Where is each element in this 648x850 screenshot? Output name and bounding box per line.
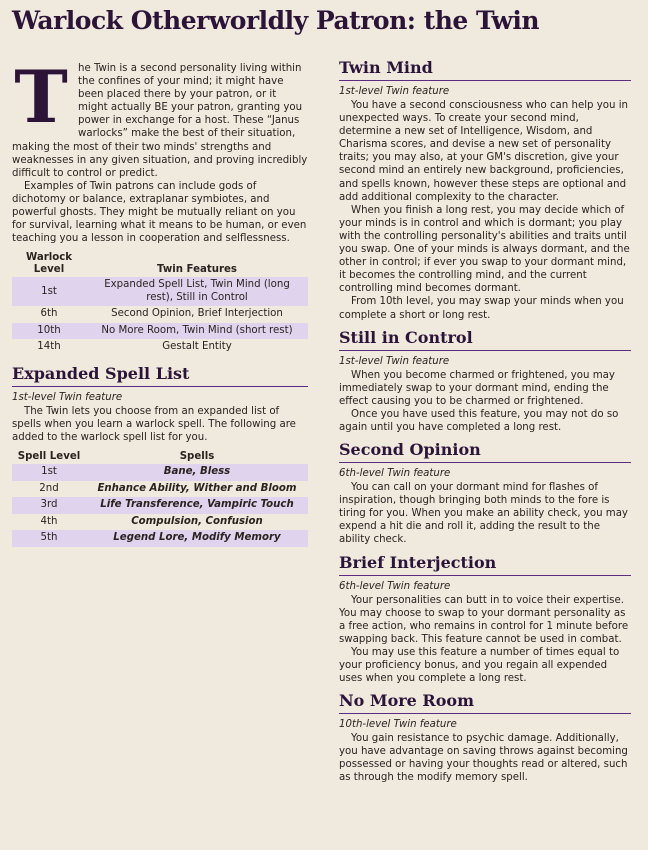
twin-mind-paragraph-3: From 10th level, you may swap your minds when you complete a short or long rest. bbox=[339, 296, 624, 321]
second-opinion-heading: Second Opinion bbox=[339, 440, 481, 460]
table-cell-level: 2nd bbox=[39, 482, 59, 494]
spell-table-header-level: Spell Level bbox=[17, 451, 81, 463]
spell-table-header-spells: Spells bbox=[179, 451, 215, 463]
features-table-header-level: Warlock Level bbox=[25, 252, 73, 276]
table-cell-level: 4th bbox=[40, 515, 58, 527]
expanded-spell-list-heading: Expanded Spell List bbox=[12, 363, 190, 383]
table-cell-features: Second Opinion, Brief Interjection bbox=[111, 308, 283, 320]
table-cell-level: 6th bbox=[40, 308, 58, 320]
spell-table bbox=[12, 450, 308, 547]
expanded-spell-list-subtitle: 1st-level Twin feature bbox=[12, 391, 123, 403]
brief-interjection-subtitle: 6th-level Twin feature bbox=[339, 580, 451, 592]
expanded-spell-list-text: The Twin lets you choose from an expanded list of spells when you learn a warlock spell. The following are added to the warlock spell list for you. bbox=[12, 405, 296, 443]
table-row bbox=[12, 481, 308, 498]
still-in-control-subtitle: 1st-level Twin feature bbox=[339, 355, 450, 367]
brief-interjection-paragraph-2: You may use this feature a number of times equal to your proficiency bonus, and you regain all expended uses when you complete a long rest. bbox=[339, 646, 620, 685]
table-cell-level: 1st bbox=[12, 277, 86, 306]
table-row bbox=[12, 339, 308, 356]
still-in-control-section bbox=[339, 328, 631, 434]
intro-paragraph-1: he Twin is a second personality living within the confines of your mind; it might have been placed there by your patron, or it might actually BE your patron, granting you power in exchange for a host. These “Janus warlocks” make the best of their situation, making the most of their two minds' strengths and weaknesses in any given situation, and proving incredibly difficult to control or predict. bbox=[12, 63, 308, 179]
no-more-room-heading: No More Room bbox=[339, 691, 474, 711]
twin-mind-paragraph-2: When you finish a long rest, you may decide which of your minds is in control and which is dormant; you play with the controlling personality's abilities and traits until you swap. One of your minds is always dormant, and the other in control; if ever you swap to your dormant mind, it becomes the controlling mind, and the current controlling mind becomes dormant. bbox=[339, 204, 630, 295]
no-more-room-section bbox=[339, 691, 631, 784]
brief-interjection-heading: Brief Interjection bbox=[339, 552, 497, 572]
second-opinion-subtitle: 6th-level Twin feature bbox=[339, 468, 451, 480]
table-cell-level: 1st bbox=[12, 464, 86, 481]
expanded-spell-list-section bbox=[12, 364, 308, 547]
twin-mind-section bbox=[339, 58, 631, 322]
still-in-control-paragraph-2: Once you have used this feature, you may not do so again until you have completed a long rest. bbox=[339, 408, 619, 433]
table-cell-spells: Enhance Ability, Wither and Bloom bbox=[97, 482, 297, 494]
table-cell-features: Gestalt Entity bbox=[162, 341, 232, 353]
twin-mind-subtitle: 1st-level Twin feature bbox=[339, 86, 450, 97]
left-column bbox=[12, 54, 308, 553]
table-cell-features: No More Room, Twin Mind (short rest) bbox=[86, 323, 308, 340]
table-cell-level: 5th bbox=[12, 530, 86, 547]
drop-cap: T bbox=[14, 54, 68, 139]
table-row bbox=[12, 323, 308, 340]
heading-divider bbox=[12, 386, 308, 387]
twin-mind-paragraph-1: You have a second consciousness who can help you in unexpected ways. To create your second mind, determine a new set of Intelligence, Wisdom, and Charisma scores, and devise a new set of personality traits; you may also, at your GM's discretion, give your second mind an entirely new background, proficiencies, and spells known, however these steps are optional and add additional complexity to the character. bbox=[339, 100, 628, 203]
still-in-control-paragraph-1: When you become charmed or frightened, you may immediately swap to your dormant mind, ending the effect causing you to be charmed or frightened. bbox=[339, 369, 615, 407]
brief-interjection-section bbox=[339, 553, 631, 686]
table-row bbox=[12, 530, 308, 547]
intro-section bbox=[12, 54, 308, 245]
table-row bbox=[12, 464, 308, 481]
table-row bbox=[12, 277, 308, 306]
heading-divider bbox=[339, 80, 631, 81]
intro-paragraph-2: Examples of Twin patrons can include gods of dichotomy or balance, extraplanar symbiotes, and powerful ghosts. They might be mutually reliant on you for survival, learning what it means to be human, or even teaching you a lesson in cooperation and selflessness. bbox=[12, 180, 307, 245]
heading-divider bbox=[339, 350, 631, 351]
table-cell-features: Expanded Spell List, Twin Mind (long rest), Still in Control bbox=[86, 277, 308, 306]
table-row bbox=[12, 514, 308, 531]
brief-interjection-paragraph-1: Your personalities can butt in to voice their expertise. You may choose to swap to your dormant personality as a free action, who remains in control for 1 minute before swapping back. This feature cannot be used in combat. bbox=[339, 594, 629, 645]
second-opinion-paragraph-1: You can call on your dormant mind for flashes of inspiration, though bringing both minds to the fore is tiring for you. When you make an ability check, you may expend a hit die and roll it, adding the result to the ability check. bbox=[339, 482, 628, 546]
table-cell-spells: Compulsion, Confusion bbox=[131, 515, 263, 527]
table-cell-spells: Life Transference, Vampiric Touch bbox=[86, 497, 308, 514]
table-cell-level: 3rd bbox=[12, 497, 86, 514]
twin-mind-heading: Twin Mind bbox=[339, 58, 433, 77]
second-opinion-section bbox=[339, 440, 631, 546]
table-cell-spells: Legend Lore, Modify Memory bbox=[86, 530, 308, 547]
table-row bbox=[12, 497, 308, 514]
still-in-control-heading: Still in Control bbox=[339, 327, 473, 347]
features-table bbox=[12, 251, 308, 356]
table-cell-spells: Bane, Bless bbox=[86, 464, 308, 481]
no-more-room-subtitle: 10th-level Twin feature bbox=[339, 719, 457, 731]
no-more-room-paragraph-1: You gain resistance to psychic damage. Additionally, you have advantage on saving throws against becoming possessed or having your thoughts read or altered, such as through the modify memory spell. bbox=[339, 733, 628, 784]
page-title: Warlock Otherworldly Patron: the Twin bbox=[12, 6, 540, 35]
heading-divider bbox=[339, 462, 631, 463]
features-table-header-features: Twin Features bbox=[157, 264, 237, 276]
table-cell-level: 10th bbox=[12, 323, 86, 340]
heading-divider bbox=[339, 575, 631, 576]
table-cell-level: 14th bbox=[37, 341, 61, 353]
heading-divider bbox=[339, 713, 631, 714]
table-row bbox=[12, 306, 308, 323]
right-column bbox=[339, 58, 631, 791]
